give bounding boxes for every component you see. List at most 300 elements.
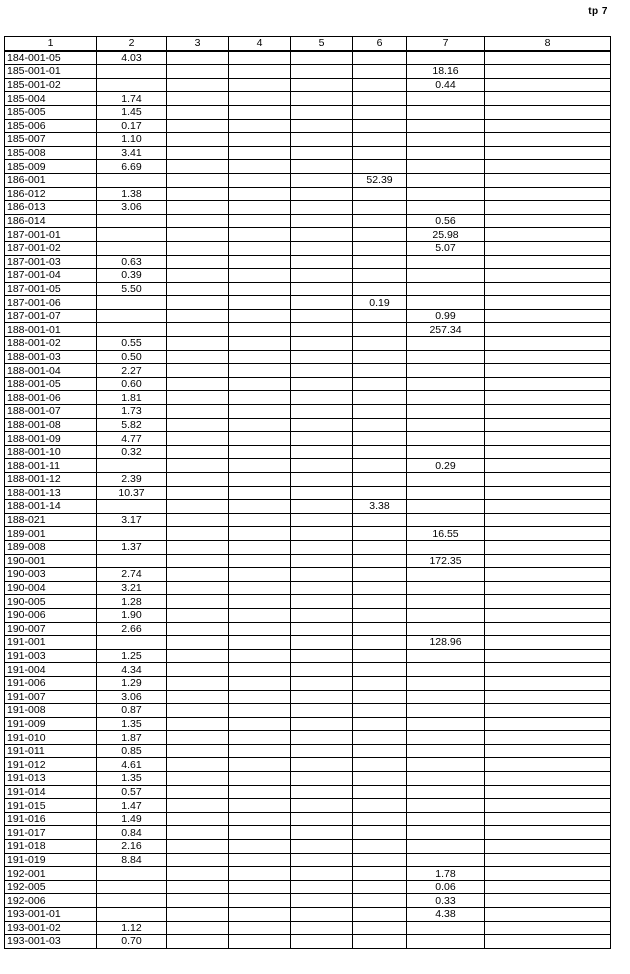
value-cell	[485, 405, 611, 419]
value-cell	[485, 350, 611, 364]
value-cell	[229, 717, 291, 731]
value-cell	[167, 826, 229, 840]
row-code-cell: 191-006	[5, 676, 97, 690]
row-code-cell: 191-013	[5, 772, 97, 786]
value-cell	[353, 350, 407, 364]
value-cell	[291, 812, 353, 826]
value-cell	[167, 391, 229, 405]
value-cell	[353, 622, 407, 636]
value-cell	[353, 908, 407, 922]
value-cell	[485, 581, 611, 595]
value-cell: 0.50	[97, 350, 167, 364]
table-row	[5, 119, 611, 133]
row-code-cell: 188-001-10	[5, 445, 97, 459]
value-cell	[167, 500, 229, 514]
table-row	[5, 133, 611, 147]
value-cell	[229, 269, 291, 283]
table-row	[5, 214, 611, 228]
value-cell	[407, 133, 485, 147]
value-cell	[407, 921, 485, 935]
value-cell	[353, 527, 407, 541]
value-cell	[229, 282, 291, 296]
value-cell	[485, 500, 611, 514]
column-header: 2	[97, 37, 167, 51]
value-cell	[97, 78, 167, 92]
value-cell	[485, 92, 611, 106]
value-cell	[353, 690, 407, 704]
value-cell	[407, 391, 485, 405]
value-cell	[353, 921, 407, 935]
value-cell	[353, 867, 407, 881]
value-cell	[167, 201, 229, 215]
value-cell	[167, 908, 229, 922]
value-cell	[353, 377, 407, 391]
value-cell	[229, 731, 291, 745]
value-cell	[485, 826, 611, 840]
column-header: 7	[407, 37, 485, 51]
value-cell	[229, 880, 291, 894]
value-cell: 3.17	[97, 513, 167, 527]
value-cell: 1.10	[97, 133, 167, 147]
value-cell	[291, 473, 353, 487]
value-cell	[229, 418, 291, 432]
value-cell	[167, 105, 229, 119]
value-cell	[97, 880, 167, 894]
value-cell	[229, 622, 291, 636]
table-row	[5, 459, 611, 473]
value-cell	[167, 296, 229, 310]
row-code-cell: 188-001-09	[5, 432, 97, 446]
row-code-cell: 186-013	[5, 201, 97, 215]
value-cell	[229, 513, 291, 527]
value-cell	[407, 812, 485, 826]
value-cell: 1.90	[97, 608, 167, 622]
row-code-cell: 188-001-14	[5, 500, 97, 514]
value-cell	[167, 228, 229, 242]
value-cell	[485, 772, 611, 786]
value-cell	[291, 133, 353, 147]
row-code-cell: 191-010	[5, 731, 97, 745]
value-cell: 8.84	[97, 853, 167, 867]
value-cell	[407, 282, 485, 296]
value-cell	[407, 853, 485, 867]
value-cell: 2.66	[97, 622, 167, 636]
table-row	[5, 908, 611, 922]
value-cell	[291, 459, 353, 473]
value-cell	[407, 119, 485, 133]
value-cell	[229, 65, 291, 79]
row-code-cell: 190-005	[5, 595, 97, 609]
row-code-cell: 185-001-02	[5, 78, 97, 92]
value-cell	[229, 160, 291, 174]
value-cell	[291, 785, 353, 799]
value-cell	[291, 527, 353, 541]
value-cell	[353, 731, 407, 745]
value-cell	[291, 880, 353, 894]
value-cell	[407, 785, 485, 799]
value-cell	[229, 799, 291, 813]
value-cell	[407, 486, 485, 500]
value-cell	[167, 717, 229, 731]
value-cell	[353, 608, 407, 622]
value-cell	[229, 812, 291, 826]
value-cell	[291, 377, 353, 391]
value-cell	[353, 228, 407, 242]
table-row	[5, 65, 611, 79]
table-row	[5, 269, 611, 283]
value-cell	[407, 473, 485, 487]
value-cell	[167, 269, 229, 283]
value-cell	[291, 65, 353, 79]
value-cell	[291, 908, 353, 922]
value-cell: 0.33	[407, 894, 485, 908]
value-cell	[291, 540, 353, 554]
value-cell: 0.85	[97, 744, 167, 758]
value-cell	[353, 282, 407, 296]
value-cell	[353, 853, 407, 867]
header-row	[5, 37, 611, 51]
value-cell: 1.47	[97, 799, 167, 813]
value-cell	[229, 337, 291, 351]
value-cell	[353, 799, 407, 813]
value-cell: 128.96	[407, 636, 485, 650]
value-cell: 1.29	[97, 676, 167, 690]
value-cell	[167, 608, 229, 622]
table-row	[5, 731, 611, 745]
value-cell	[407, 799, 485, 813]
value-cell: 3.21	[97, 581, 167, 595]
value-cell	[485, 785, 611, 799]
value-cell	[291, 214, 353, 228]
row-code-cell: 188-001-04	[5, 364, 97, 378]
value-cell	[291, 350, 353, 364]
value-cell	[485, 608, 611, 622]
value-cell	[229, 377, 291, 391]
value-cell	[167, 309, 229, 323]
table-row	[5, 473, 611, 487]
value-cell	[407, 269, 485, 283]
value-cell	[291, 323, 353, 337]
value-cell: 1.78	[407, 867, 485, 881]
value-cell	[291, 418, 353, 432]
value-cell	[407, 704, 485, 718]
value-cell	[353, 418, 407, 432]
value-cell: 0.87	[97, 704, 167, 718]
value-cell	[229, 187, 291, 201]
value-cell	[291, 405, 353, 419]
value-cell	[229, 840, 291, 854]
value-cell	[353, 894, 407, 908]
value-cell: 1.49	[97, 812, 167, 826]
row-code-cell: 191-018	[5, 840, 97, 854]
value-cell	[353, 704, 407, 718]
value-cell: 1.74	[97, 92, 167, 106]
value-cell	[353, 255, 407, 269]
value-cell	[485, 799, 611, 813]
value-cell	[353, 309, 407, 323]
value-cell	[291, 173, 353, 187]
value-cell: 25.98	[407, 228, 485, 242]
row-code-cell: 185-007	[5, 133, 97, 147]
value-cell	[353, 323, 407, 337]
value-cell: 2.16	[97, 840, 167, 854]
value-cell	[485, 704, 611, 718]
value-cell	[167, 146, 229, 160]
value-cell	[353, 146, 407, 160]
value-cell: 5.82	[97, 418, 167, 432]
value-cell	[353, 663, 407, 677]
value-cell	[291, 445, 353, 459]
value-cell: 0.19	[353, 296, 407, 310]
value-cell	[229, 405, 291, 419]
value-cell	[353, 65, 407, 79]
value-cell	[485, 595, 611, 609]
table-row	[5, 826, 611, 840]
value-cell	[407, 595, 485, 609]
value-cell	[167, 486, 229, 500]
table-row	[5, 622, 611, 636]
value-cell	[291, 228, 353, 242]
table-row	[5, 187, 611, 201]
value-cell	[291, 717, 353, 731]
value-cell	[229, 241, 291, 255]
value-cell	[291, 636, 353, 650]
row-code-cell: 191-001	[5, 636, 97, 650]
value-cell: 0.60	[97, 377, 167, 391]
table-row	[5, 323, 611, 337]
value-cell	[167, 595, 229, 609]
row-code-cell: 191-008	[5, 704, 97, 718]
value-cell	[97, 228, 167, 242]
row-code-cell: 188-001-05	[5, 377, 97, 391]
value-cell	[229, 527, 291, 541]
value-cell	[167, 636, 229, 650]
row-code-cell: 193-001-02	[5, 921, 97, 935]
value-cell	[407, 377, 485, 391]
value-cell	[167, 880, 229, 894]
value-cell: 6.69	[97, 160, 167, 174]
value-cell	[485, 105, 611, 119]
value-cell	[353, 717, 407, 731]
value-cell	[407, 840, 485, 854]
value-cell	[407, 187, 485, 201]
table-row	[5, 840, 611, 854]
value-cell	[167, 731, 229, 745]
value-cell	[485, 459, 611, 473]
table-row	[5, 581, 611, 595]
value-cell	[485, 554, 611, 568]
value-cell	[229, 676, 291, 690]
value-cell	[167, 282, 229, 296]
value-cell	[291, 187, 353, 201]
value-cell	[485, 527, 611, 541]
value-cell: 0.70	[97, 935, 167, 949]
value-cell	[485, 812, 611, 826]
value-cell	[485, 214, 611, 228]
table-row	[5, 486, 611, 500]
value-cell	[97, 459, 167, 473]
value-cell	[167, 133, 229, 147]
value-cell	[291, 309, 353, 323]
value-cell	[291, 935, 353, 949]
value-cell	[485, 690, 611, 704]
value-cell	[407, 92, 485, 106]
value-cell	[229, 921, 291, 935]
value-cell	[485, 269, 611, 283]
value-cell	[229, 935, 291, 949]
value-cell	[485, 241, 611, 255]
row-code-cell: 185-008	[5, 146, 97, 160]
value-cell: 10.37	[97, 486, 167, 500]
value-cell	[485, 65, 611, 79]
value-cell	[97, 500, 167, 514]
value-cell	[229, 690, 291, 704]
value-cell	[167, 473, 229, 487]
value-cell	[167, 799, 229, 813]
table-row	[5, 554, 611, 568]
value-cell: 1.28	[97, 595, 167, 609]
value-cell	[97, 867, 167, 881]
table-row	[5, 296, 611, 310]
value-cell	[229, 853, 291, 867]
value-cell	[485, 78, 611, 92]
value-cell	[167, 867, 229, 881]
value-cell	[97, 323, 167, 337]
row-code-cell: 190-004	[5, 581, 97, 595]
value-cell	[485, 187, 611, 201]
row-code-cell: 186-014	[5, 214, 97, 228]
value-cell	[167, 676, 229, 690]
value-cell	[291, 853, 353, 867]
value-cell	[353, 405, 407, 419]
value-cell: 0.55	[97, 337, 167, 351]
value-cell: 0.99	[407, 309, 485, 323]
value-cell	[407, 445, 485, 459]
value-cell	[407, 826, 485, 840]
row-code-cell: 191-015	[5, 799, 97, 813]
table-body	[5, 51, 611, 949]
value-cell	[167, 513, 229, 527]
value-cell	[485, 540, 611, 554]
value-cell	[291, 282, 353, 296]
value-cell	[485, 921, 611, 935]
data-table	[4, 36, 611, 949]
value-cell	[353, 636, 407, 650]
table-row	[5, 432, 611, 446]
value-cell: 172.35	[407, 554, 485, 568]
value-cell	[407, 201, 485, 215]
value-cell: 5.50	[97, 282, 167, 296]
value-cell	[167, 65, 229, 79]
row-code-cell: 184-001-05	[5, 51, 97, 65]
value-cell	[167, 812, 229, 826]
value-cell	[485, 323, 611, 337]
value-cell: 1.45	[97, 105, 167, 119]
value-cell	[485, 432, 611, 446]
value-cell	[229, 744, 291, 758]
column-header: 5	[291, 37, 353, 51]
value-cell	[353, 445, 407, 459]
value-cell	[229, 255, 291, 269]
value-cell	[97, 636, 167, 650]
value-cell: 1.25	[97, 649, 167, 663]
value-cell	[407, 146, 485, 160]
row-code-cell: 191-003	[5, 649, 97, 663]
value-cell	[291, 391, 353, 405]
row-code-cell: 188-021	[5, 513, 97, 527]
value-cell	[485, 296, 611, 310]
row-code-cell: 185-005	[5, 105, 97, 119]
value-cell	[229, 663, 291, 677]
value-cell	[291, 296, 353, 310]
value-cell	[353, 513, 407, 527]
value-cell	[353, 880, 407, 894]
value-cell: 3.41	[97, 146, 167, 160]
value-cell	[485, 908, 611, 922]
value-cell: 1.38	[97, 187, 167, 201]
value-cell	[353, 201, 407, 215]
table-row	[5, 241, 611, 255]
value-cell	[485, 867, 611, 881]
value-cell	[229, 636, 291, 650]
value-cell	[229, 500, 291, 514]
value-cell	[291, 840, 353, 854]
value-cell	[407, 772, 485, 786]
row-code-cell: 191-017	[5, 826, 97, 840]
value-cell: 1.73	[97, 405, 167, 419]
value-cell	[167, 568, 229, 582]
value-cell: 4.61	[97, 758, 167, 772]
value-cell: 1.81	[97, 391, 167, 405]
value-cell	[291, 649, 353, 663]
value-cell	[229, 323, 291, 337]
column-header: 8	[485, 37, 611, 51]
value-cell	[229, 785, 291, 799]
value-cell	[407, 432, 485, 446]
value-cell	[167, 160, 229, 174]
value-cell	[407, 540, 485, 554]
row-code-cell: 191-007	[5, 690, 97, 704]
value-cell	[353, 758, 407, 772]
row-code-cell: 187-001-06	[5, 296, 97, 310]
value-cell: 3.06	[97, 690, 167, 704]
value-cell	[485, 880, 611, 894]
value-cell: 3.06	[97, 201, 167, 215]
table-row	[5, 51, 611, 65]
value-cell	[229, 391, 291, 405]
value-cell	[229, 119, 291, 133]
value-cell	[407, 296, 485, 310]
row-code-cell: 185-009	[5, 160, 97, 174]
value-cell: 0.63	[97, 255, 167, 269]
value-cell	[167, 540, 229, 554]
value-cell	[407, 173, 485, 187]
value-cell	[407, 717, 485, 731]
value-cell	[485, 391, 611, 405]
value-cell	[291, 78, 353, 92]
row-code-cell: 187-001-03	[5, 255, 97, 269]
table-row	[5, 173, 611, 187]
table-row	[5, 445, 611, 459]
value-cell	[97, 554, 167, 568]
value-cell	[229, 568, 291, 582]
value-cell	[353, 812, 407, 826]
value-cell	[229, 473, 291, 487]
value-cell	[229, 826, 291, 840]
value-cell: 0.56	[407, 214, 485, 228]
value-cell	[167, 758, 229, 772]
row-code-cell: 191-004	[5, 663, 97, 677]
